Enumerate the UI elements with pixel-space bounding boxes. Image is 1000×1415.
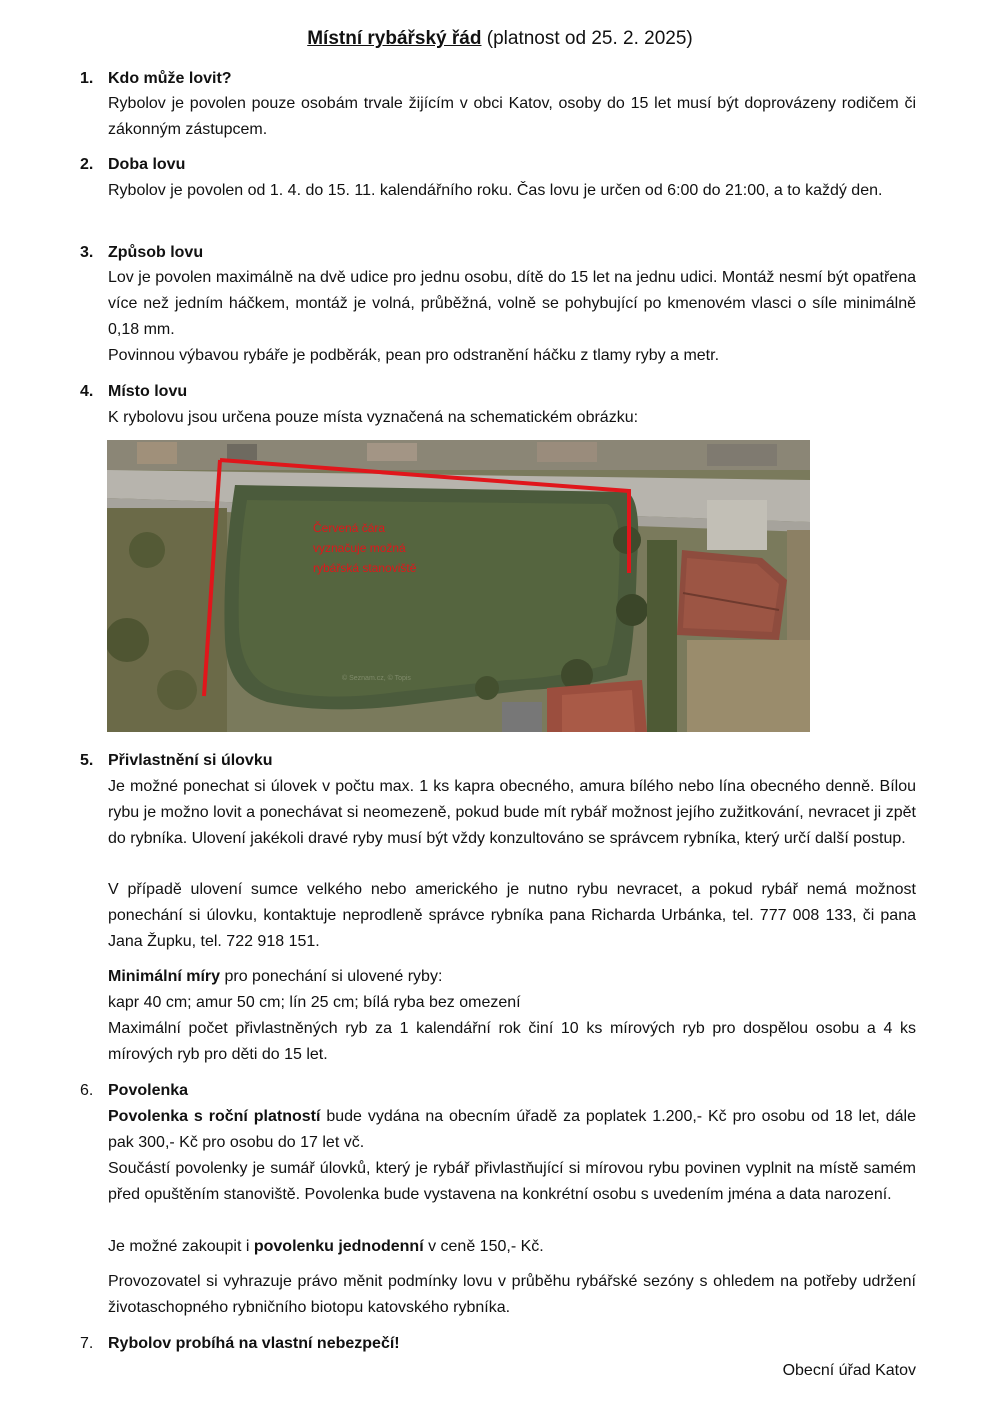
section-3-text-1: Lov je povolen maximálně na dvě udice pro jednu osobu, dítě do 15 let na jednu udici. Montáž nesmí být opatřena více než jedním háčkem, montáž je volná, průběžná, volně se pohybující po kmenovém vlasci o síle minimálně 0,18 mm.	[108, 269, 916, 338]
day-permit-pre: Je možné zakoupit i	[108, 1238, 254, 1255]
section-7-title: Rybolov probíhá na vlastní nebezpečí!	[108, 1335, 400, 1352]
section-6-title: Povolenka	[108, 1082, 189, 1099]
pond-map-image	[107, 440, 810, 732]
map-watermark: © Seznam.cz, © Topis	[342, 675, 411, 682]
section-1-text: Rybolov je povolen pouze osobám trvale žijícím v obci Katov, osoby do 15 let musí být doprovázeny rodičem či zákonným zástupcem.	[108, 95, 916, 138]
section-5-text-1: Je možné ponechat si úlovek v počtu max. 1 ks kapra obecného, amura bílého nebo lína obecného denně. Bílou rybu je možno lovit a ponechávat si neomezeně, pokud bude mít rybář možnost jejího zužitkování, nevracet ji zpět do rybníka. Ulovení jakékoli dravé ryby musí být vždy konzultováno se správcem rybníka, který určí další postup.	[108, 778, 916, 847]
min-sizes-rest: pro ponechání si ulovené ryby:	[220, 968, 443, 985]
section-2-text: Rybolov je povolen od 1. 4. do 15. 11. kalendářního roku. Čas lovu je určen od 6:00 do 21:00, a to každý den.	[108, 182, 883, 199]
section-5-text-2: V případě ulovení sumce velkého nebo amerického je nutno rybu nevracet, a pokud rybář nemá možnost ponechání si úlovku, kontaktuje neprodleně správce rybníka pana Richarda Urbánka, tel. 777 008 133, či pana Jana Župku, tel. 722 918 151.	[108, 881, 916, 950]
section-3-text-2: Povinnou výbavou rybáře je podběrák, pean pro odstranění háčku z tlamy ryby a metr.	[108, 347, 720, 364]
title-main: Místní rybářský řád	[307, 28, 482, 49]
annual-permit-rest: bude vydána na obecním úřadě za poplatek 1.200,- Kč pro osobu od 18 let, dále pak 300,- Kč pro osobu do 17 let vč.	[108, 1108, 917, 1151]
section-5-min-list: kapr 40 cm; amur 50 cm; lín 25 cm; bílá ryba bez omezení	[108, 994, 521, 1011]
section-4-text: K rybolovu jsou určena pouze místa vyznačená na schematickém obrázku:	[108, 409, 639, 426]
section-6-para-2: Součástí povolenky je sumář úlovků, který je rybář přivlastňující si mírovou rybu povinen vyplnit na místě samém před opuštěním stanoviště. Povolenka bude vystavena na konkrétní osobu s uvedením jména a data narození.	[108, 1160, 916, 1203]
section-2-title: Doba lovu	[108, 156, 186, 173]
section-5-min-heading	[108, 964, 916, 990]
day-permit-bold: povolenku jednodenní	[253, 1238, 424, 1255]
map-label-line-3: rybářská stanoviště	[313, 561, 417, 575]
title-validity: (platnost od 25. 2. 2025)	[481, 28, 693, 49]
section-3-number: 3.	[80, 244, 94, 261]
section-5-max-text: Maximální počet přivlastněných ryb za 1 kalendářní rok činí 10 ks mírových ryb pro dospělou osobu a 4 ks mírových ryb pro děti do 15 let.	[108, 1020, 916, 1063]
day-permit-post: v ceně 150,- Kč.	[423, 1238, 544, 1255]
section-4-title: Místo lovu	[108, 383, 188, 400]
section-5-number: 5.	[80, 752, 94, 769]
section-4-number: 4.	[80, 383, 94, 400]
section-6-para-4: Provozovatel si vyhrazuje právo měnit podmínky lovu v průběhu rybářské sezóny s ohledem na potřeby udržení životaschopného rybničního biotopu katovského rybníka.	[108, 1273, 916, 1316]
section-1-number: 1.	[80, 70, 94, 87]
annual-permit-bold: Povolenka s roční platností	[108, 1108, 321, 1125]
min-sizes-bold: Minimální míry	[108, 968, 221, 985]
page-title	[0, 26, 1000, 52]
section-5-title: Přivlastnění si úlovku	[108, 752, 273, 769]
signature: Obecní úřad Katov	[782, 1362, 916, 1379]
section-6-number: 6.	[80, 1082, 94, 1099]
section-6-para-3	[108, 1234, 916, 1260]
map-label-line-1: Červená čára	[313, 521, 386, 535]
section-6-para-1	[108, 1104, 916, 1156]
section-7-number: 7.	[80, 1335, 94, 1352]
map-label-line-2: vyznačuje možná	[313, 541, 406, 555]
section-2-number: 2.	[80, 156, 94, 173]
section-1-title: Kdo může lovit?	[108, 70, 232, 87]
section-3-title: Způsob lovu	[108, 244, 204, 261]
